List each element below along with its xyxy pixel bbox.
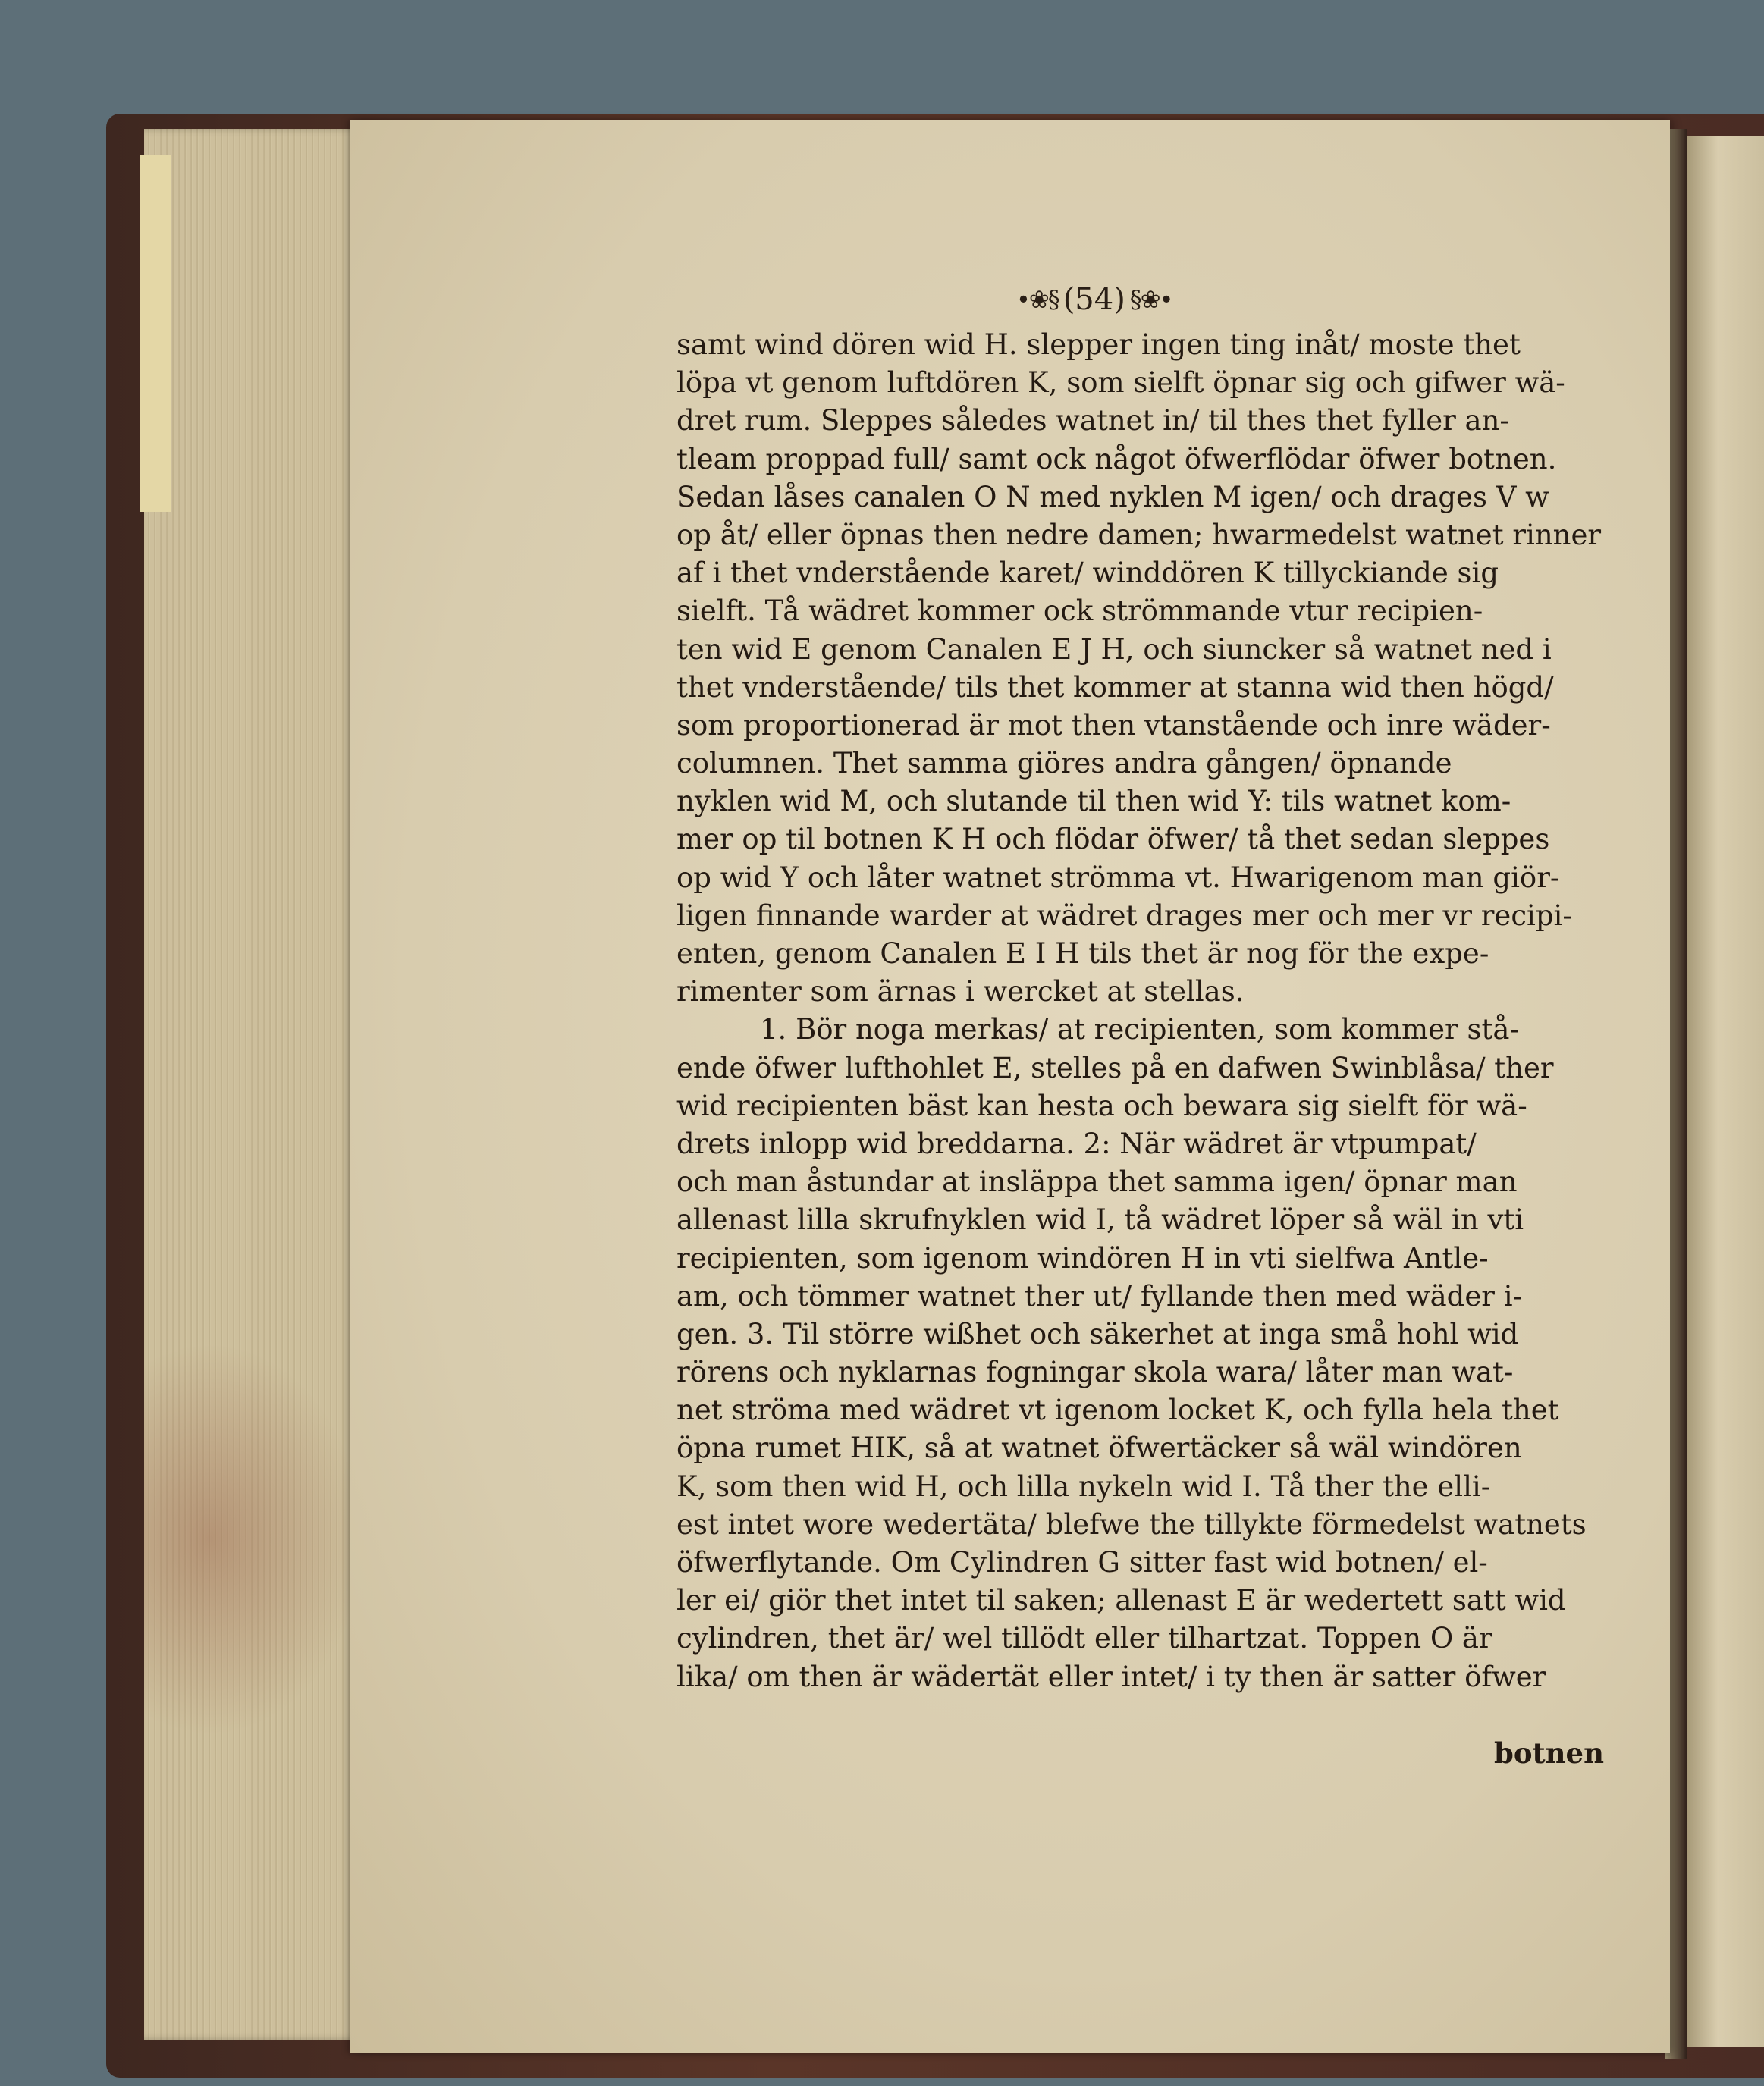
text-line: op åt/ eller öpnas then nedre damen; hwarmedelst watnet rinner [676,518,1602,551]
text-line: rörens och nyklarnas fogningar skola wara/ låter man wat- [676,1356,1514,1389]
text-line: ten wid E genom Canalen E J H, och siuncker så watnet ned i [676,632,1552,666]
text-line: mer op til botnen K H och flödar öfwer/ tå thet sedan sleppes [676,823,1550,856]
text-line: est intet wore wedertäta/ blefwe the tillykte förmedelst watnets [676,1507,1587,1541]
text-line: samt wind dören wid H. slepper ingen ting inåt/ moste thet [676,328,1521,361]
text-line: am, och tömmer watnet ther ut/ fyllande then med wäder i- [676,1279,1523,1313]
text-line: op wid Y och låter watnet strömma vt. Hwarigenom man giör- [676,861,1560,894]
page-header [1016,282,1172,317]
bookmark-slip [140,155,171,512]
text-line: som proportionerad är mot then vtanstående och inre wäder- [676,708,1551,742]
text-line: nyklen wid M, och slutande til then wid Y: tils watnet kom- [676,785,1511,818]
text-line: thet vnderstående/ tils thet kommer at stanna wid then högd/ [676,670,1554,704]
text-line: enten, genom Canalen E I H tils thet är nog för the expe- [676,937,1489,970]
text-line: tleam proppad full/ samt ock något öfwerflödar öfwer botnen. [676,442,1557,475]
text-line: cylindren, thet är/ wel tillödt eller tilhartzat. Toppen O är [676,1622,1492,1655]
text-line: Sedan låses canalen O N med nyklen M igen/ och drages V w [676,480,1549,513]
text-line: K, som then wid H, och lilla nykeln wid I. Tå ther the elli- [676,1470,1491,1503]
text-line: allenast lilla skrufnyklen wid I, tå wädret löper så wäl in vti [676,1203,1524,1237]
text-line: och man åstundar at insläppa thet samma igen/ öpnar man [676,1165,1518,1199]
text-line: dret rum. Sleppes således watnet in/ til thes thet fyller an- [676,404,1509,438]
text-line: columnen. Thet samma giöres andra gången/ öpnande [676,747,1452,780]
catchword: botnen [1494,1736,1604,1770]
text-line: löpa vt genom luftdören K, som sielft öpnar sig och gifwer wä- [676,366,1565,400]
water-stain [144,1342,364,1736]
text-line: net ströma med wädret vt igenom locket K, och fylla hela thet [676,1394,1559,1427]
text-line: rimenter som ärnas i wercket at stellas. [676,975,1245,1008]
body-text [676,326,1602,1696]
page-edges [144,129,364,2040]
text-line: ende öfwer lufthohlet E, stelles på en dafwen Swinblåsa/ ther [676,1051,1554,1084]
text-line: wid recipienten bäst kan hesta och bewara sig sielft för wä- [676,1089,1527,1122]
text-line: af i thet vnderstående karet/ winddören K tillyckiande sig [676,557,1499,590]
text-line: ler ei/ giör thet intet til saken; allenast E är wedertett satt wid [676,1584,1566,1617]
text-line: öpna rumet HIK, så at watnet öfwertäcker så wäl windören [676,1432,1522,1465]
ornament-left-icon: •❀§ [1016,285,1059,314]
text-line: gen. 3. Til större wißhet och säkerhet at inga små hohl wid [676,1317,1519,1350]
text-line: drets inlopp wid breddarna. 2: När wädret är vtpumpat/ [676,1127,1477,1160]
ornament-right-icon: §❀• [1129,285,1172,314]
text-line: lika/ om then är wädertät eller intet/ i ty then är satter öfwer [676,1660,1546,1693]
text-line: öfwerflytande. Om Cylindren G sitter fast wid botnen/ el- [676,1546,1488,1579]
facing-page-edge [1687,136,1764,2047]
text-line: recipienten, som igenom windören H in vti sielfwa Antle- [676,1241,1489,1275]
text-line: sielft. Tå wädret kommer ock strömmande vtur recipien- [676,594,1483,628]
text-line: 1. Bör noga merkas/ at recipienten, som kommer stå- [760,1013,1519,1046]
text-line: ligen finnande warder at wädret drages mer och mer vr recipi- [676,899,1572,932]
page-number: (54) [1062,282,1125,317]
